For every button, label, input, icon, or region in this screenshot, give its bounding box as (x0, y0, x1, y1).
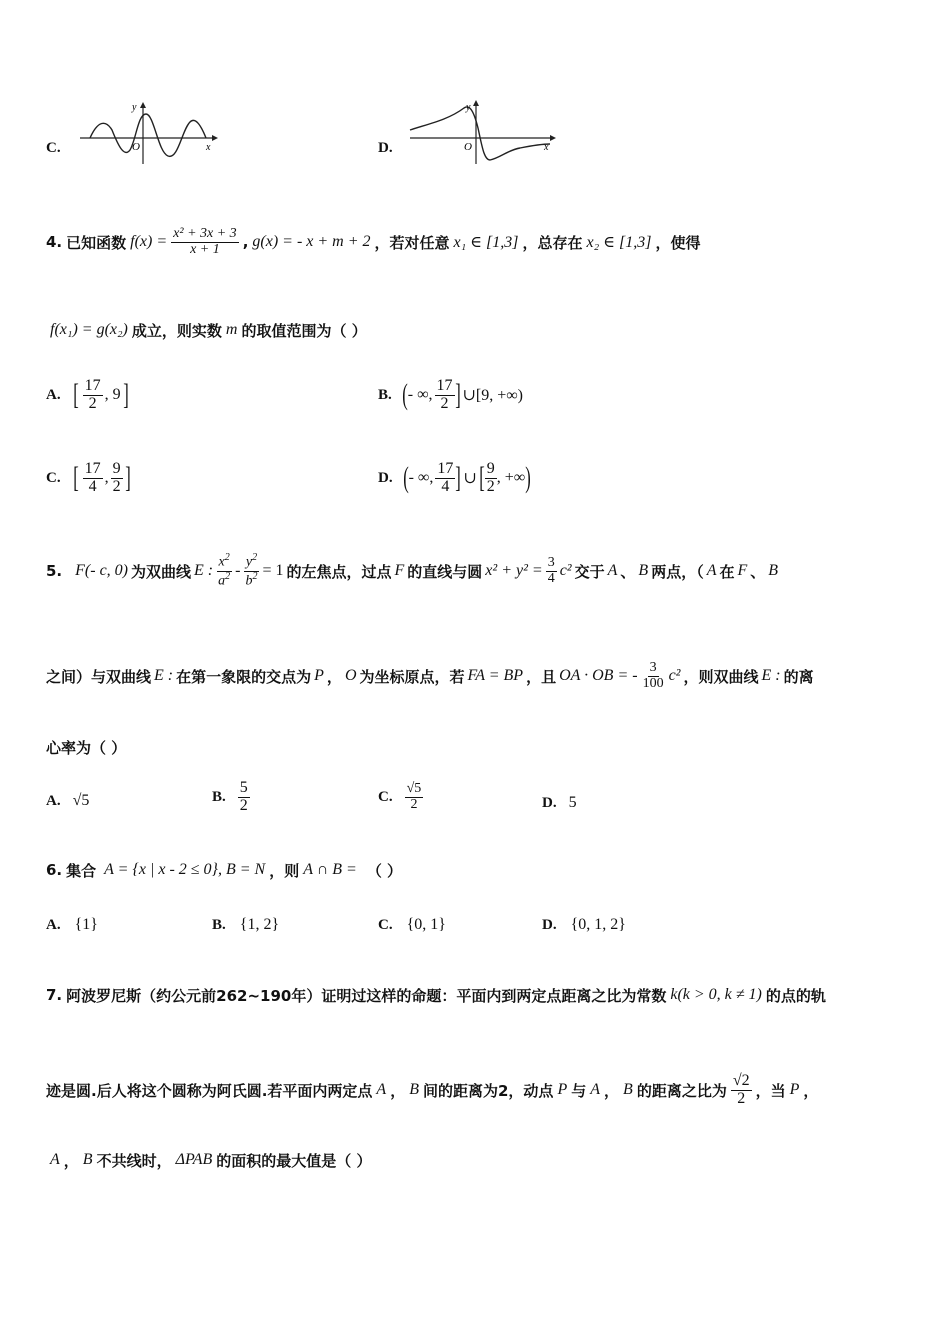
q6-option-d[interactable]: D. {0, 1, 2} (542, 916, 626, 933)
axis-x-label: x (206, 142, 211, 153)
graph-c (78, 100, 218, 170)
q5-number: 5. (46, 562, 63, 580)
q5-line2: 之间）与双曲线 E : 在第一象限的交点为 P ， O 为坐标原点，若 FA = BP ，且 OA · OB = - $\frac{3}{100}$ c² ，则双曲线 E : 的离 (46, 659, 814, 691)
f-fraction: $\frac{\text{x² + 3x + 3}}{x + 1}$ (173, 225, 237, 257)
axis-x-label-d: x (544, 142, 549, 153)
q4-number: 4. (46, 233, 63, 251)
q6-number: 6. (46, 861, 63, 879)
q4-option-c[interactable]: C. [ $\frac{17}{4}$ , $\frac{9}{2}$ ] (46, 459, 131, 495)
option-c-label: C. (46, 140, 61, 156)
q6-line: 6. 集合 A = {x | x - 2 ≤ 0}, B = N ，则 A ∩ B = （ ） (46, 861, 403, 880)
q4-option-a[interactable]: A. [ $\frac{17}{2}$ , 9 ] (46, 376, 129, 412)
q5-option-a[interactable]: A. √5 (46, 792, 90, 809)
origin-label-d: O (464, 141, 472, 153)
q6-option-a[interactable]: A. {1} (46, 916, 98, 933)
q7-line1: 7. 阿波罗尼斯（约公元前262~190年）证明过这样的命题：平面内到两定点距离之比为常数 k(k > 0, k ≠ 1) 的点的轨 (46, 986, 826, 1005)
q7-line2: 迹是圆.后人将这个圆称为阿氏圆.若平面内两定点 A ， B 间的距离为2，动点 P 与 A ， B 的距离之比为 $\frac{√2}{2}$ ，当 P ， (46, 1071, 819, 1107)
q7-line3: A ， B 不共线时， ΔPAB 的面积的最大值是（ ） (50, 1151, 372, 1170)
axis-y-label-d: y (466, 102, 471, 113)
q7-number: 7. (46, 986, 63, 1004)
graph-d (408, 98, 558, 168)
q5-line3: 心率为（ ） (46, 739, 127, 757)
q4-line2: f(x₁) = g(x₂) 成立，则实数 m 的取值范围为（ ） (50, 321, 367, 340)
q5-option-b[interactable]: B. $\frac{5}{2}$ (212, 778, 248, 814)
q4-line1: 4. 已知函数 f(x) = $\frac{\text{x² + 3x + 3}}{x + 1}$ , g(x) = - x + m + 2 ，若对任意 x₁ ∈ [1,3] ，总存在 x₂ ∈ [1,3] ，使得 (46, 225, 701, 257)
origin-label: O (132, 141, 140, 153)
q5-option-d[interactable]: D. 5 (542, 794, 577, 811)
q6-option-c[interactable]: C. {0, 1} (378, 916, 446, 933)
axis-y-label: y (132, 102, 137, 113)
q6-option-b[interactable]: B. {1, 2} (212, 916, 280, 933)
q4-option-d[interactable]: D. ( - ∞, $\frac{17}{4}$ ] ∪ [ $\frac{9}{2}$ , +∞ ) (378, 459, 531, 495)
option-d-label: D. (378, 140, 393, 156)
q4-option-b[interactable]: B. ( - ∞, $\frac{17}{2}$ ] ∪[9, +∞) (378, 376, 523, 412)
q5-line1: 5. F(- c, 0) 为双曲线 E : $\frac{x^2}{a^2}$ - $\frac{y^2}{b^2}$ = 1 的左焦点，过点 F 的直线与圆 x² + y² = $\frac{3}{4}$ c² 交于 A 、 B 两点，（ A 在 F 、 B (46, 552, 779, 589)
q5-option-c[interactable]: C. $\frac{√5}{2}$ (378, 780, 422, 812)
